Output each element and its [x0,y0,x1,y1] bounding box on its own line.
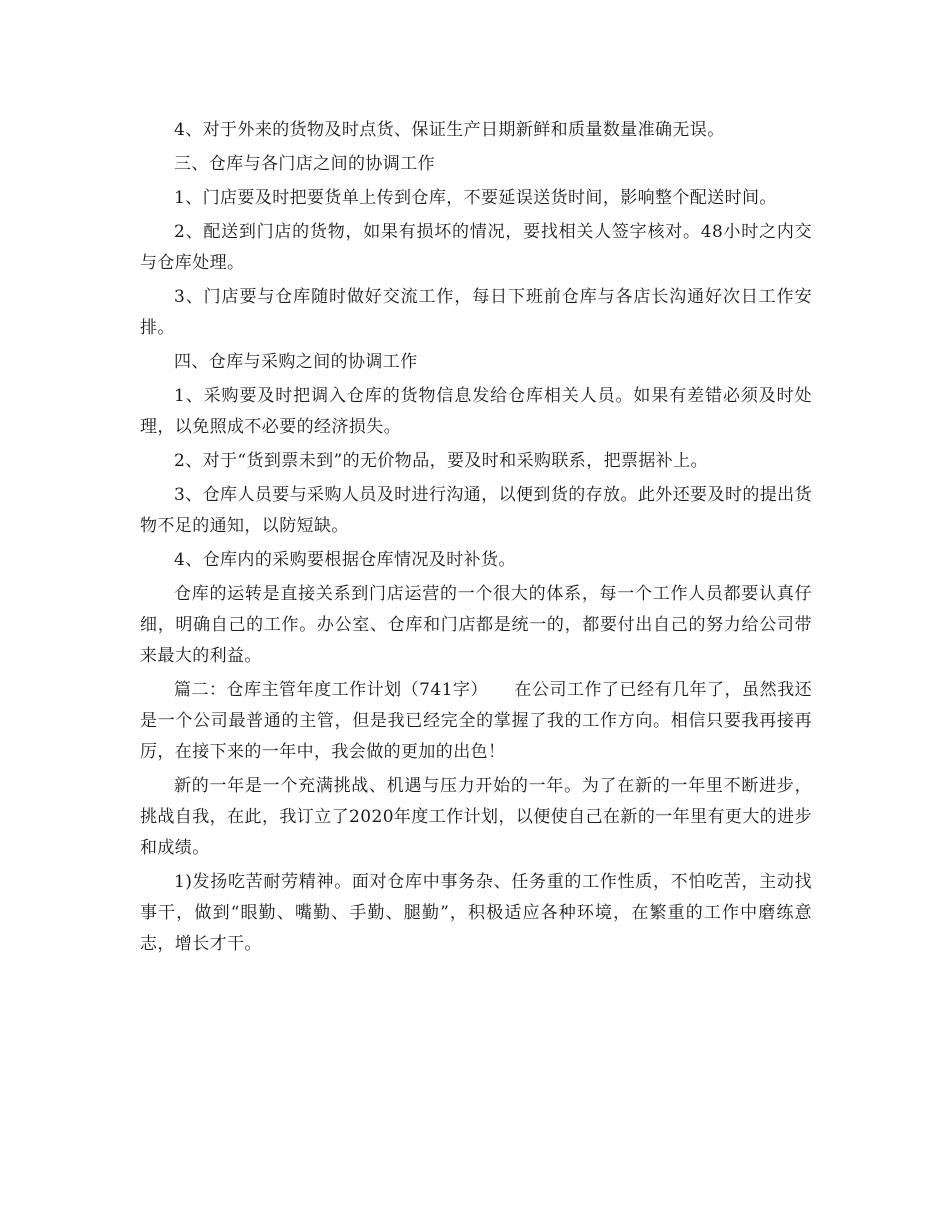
section-heading: 三、仓库与各门店之间的协调工作 [174,154,435,174]
paragraph: 2、配送到门店的货物，如果有损坏的情况，要找相关人签字核对。48小时之内交与仓库处理。 [140,222,812,273]
document-body [140,115,812,963]
paragraph: 4、对于外来的货物及时点货、保证生产日期新鲜和质量数量准确无误。 [174,120,725,140]
paragraph: 3、仓库人员要与采购人员及时进行沟通，以便到货的存放。此外还要及时的提出货物不足的通知，以防短缺。 [140,485,812,536]
paragraph: 1、采购要及时把调入仓库的货物信息发给仓库相关人员。如果有差错必须及时处理，以免照成不必要的经济损失。 [140,386,812,437]
section-heading: 四、仓库与采购之间的协调工作 [174,352,418,372]
paragraph: 1)发扬吃苦耐劳精神。面对仓库中事务杂、任务重的工作性质，不怕吃苦，主动找事干，做到“眼勤、嘴勤、手勤、腿勤”，积极适应各种环境，在繁重的工作中磨练意志，增长才干。 [140,872,812,954]
paragraph: 4、仓库内的采购要根据仓库情况及时补货。 [174,550,516,570]
paragraph: 仓库的运转是直接关系到门店运营的一个很大的体系，每一个工作人员都要认真仔细，明确自己的工作。办公室、仓库和门店都是统一的，都要付出自己的努力给公司带来最大的利益。 [140,584,812,666]
paragraph: 篇二：仓库主管年度工作计划（741字） 在公司工作了已经有几年了，虽然我还是一个公司最普通的主管，但是我已经完全的掌握了我的工作方向。相信只要我再接再厉，在接下来的一年中，我会做的更加的出色！ [140,680,812,762]
paragraph: 新的一年是一个充满挑战、机遇与压力开始的一年。为了在新的一年里不断进步，挑战自我，在此，我订立了2020年度工作计划，以便使自己在新的一年里有更大的进步和成绩。 [140,776,812,858]
paragraph: 1、门店要及时把要货单上传到仓库，不要延误送货时间，影响整个配送时间。 [174,188,777,208]
paragraph: 2、对于“货到票未到”的无价物品，要及时和采购联系，把票据补上。 [174,451,708,471]
paragraph: 3、门店要与仓库随时做好交流工作，每日下班前仓库与各店长沟通好次日工作安排。 [140,287,812,338]
